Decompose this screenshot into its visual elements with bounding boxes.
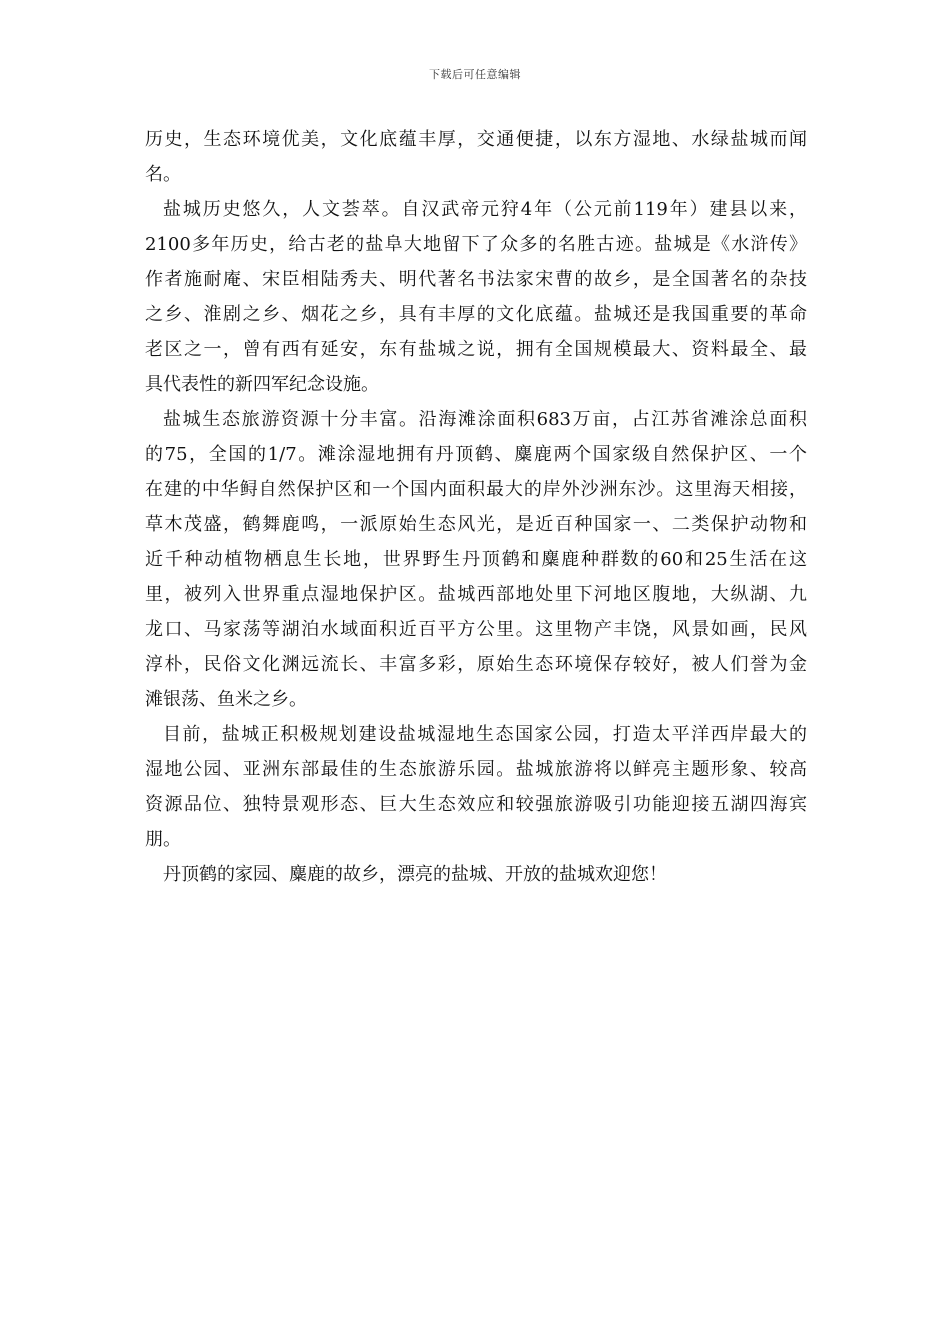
text-line: 历史，生态环境优美，文化底蕴丰厚，交通便捷，以东方湿地、水绿盐城而闻 [145, 129, 807, 150]
text-line: 盐城生态旅游资源十分丰富。沿海滩涂面积683万亩，占江苏省滩涂总面积 [163, 409, 807, 430]
text-line: 名。 [145, 164, 181, 185]
page-header: 下载后可任意编辑 [429, 68, 521, 81]
text-line: 朋。 [145, 829, 181, 850]
paragraph [145, 122, 807, 192]
paragraph [145, 402, 807, 717]
text-line: 作者施耐庵、宋臣相陆秀夫、明代著名书法家宋曹的故乡，是全国著名的杂技 [145, 269, 807, 290]
text-line: 里，被列入世界重点湿地保护区。盐城西部地处里下河地区腹地，大纵湖、九 [145, 584, 807, 605]
text-line: 资源品位、独特景观形态、巨大生态效应和较强旅游吸引功能迎接五湖四海宾 [145, 794, 807, 815]
text-line: 丹顶鹤的家园、麋鹿的故乡，漂亮的盐城、开放的盐城欢迎您！ [163, 864, 667, 885]
text-line: 淳朴，民俗文化渊远流长、丰富多彩，原始生态环境保存较好，被人们誉为金 [145, 654, 807, 675]
paragraph [145, 192, 807, 402]
paragraph [145, 717, 807, 857]
text-line: 的75，全国的1/7。滩涂湿地拥有丹顶鹤、麋鹿两个国家级自然保护区、一个 [145, 444, 807, 465]
body-text [145, 122, 807, 892]
text-line: 龙口、马家荡等湖泊水域面积近百平方公里。这里物产丰饶，风景如画，民风 [145, 619, 807, 640]
text-line: 草木茂盛，鹤舞鹿鸣，一派原始生态风光，是近百种国家一、二类保护动物和 [145, 514, 807, 535]
paragraph [145, 857, 807, 892]
text-line: 目前，盐城正积极规划建设盐城湿地生态国家公园，打造太平洋西岸最大的 [163, 724, 807, 745]
text-line: 盐城历史悠久，人文荟萃。自汉武帝元狩4年（公元前119年）建县以来， [163, 199, 807, 220]
text-line: 近千种动植物栖息生长地，世界野生丹顶鹤和麋鹿种群数的60和25生活在这 [145, 549, 807, 570]
text-line: 老区之一，曾有西有延安，东有盐城之说，拥有全国规模最大、资料最全、最 [145, 339, 807, 360]
text-line: 2100多年历史，给古老的盐阜大地留下了众多的名胜古迹。盐城是《水浒传》 [145, 234, 807, 255]
text-line: 滩银荡、鱼米之乡。 [145, 689, 307, 710]
text-line: 湿地公园、亚洲东部最佳的生态旅游乐园。盐城旅游将以鲜亮主题形象、较高 [145, 759, 807, 780]
text-line: 在建的中华鲟自然保护区和一个国内面积最大的岸外沙洲东沙。这里海天相接， [145, 479, 807, 500]
text-line: 具代表性的新四军纪念设施。 [145, 374, 379, 395]
text-line: 之乡、淮剧之乡、烟花之乡，具有丰厚的文化底蕴。盐城还是我国重要的革命 [145, 304, 807, 325]
